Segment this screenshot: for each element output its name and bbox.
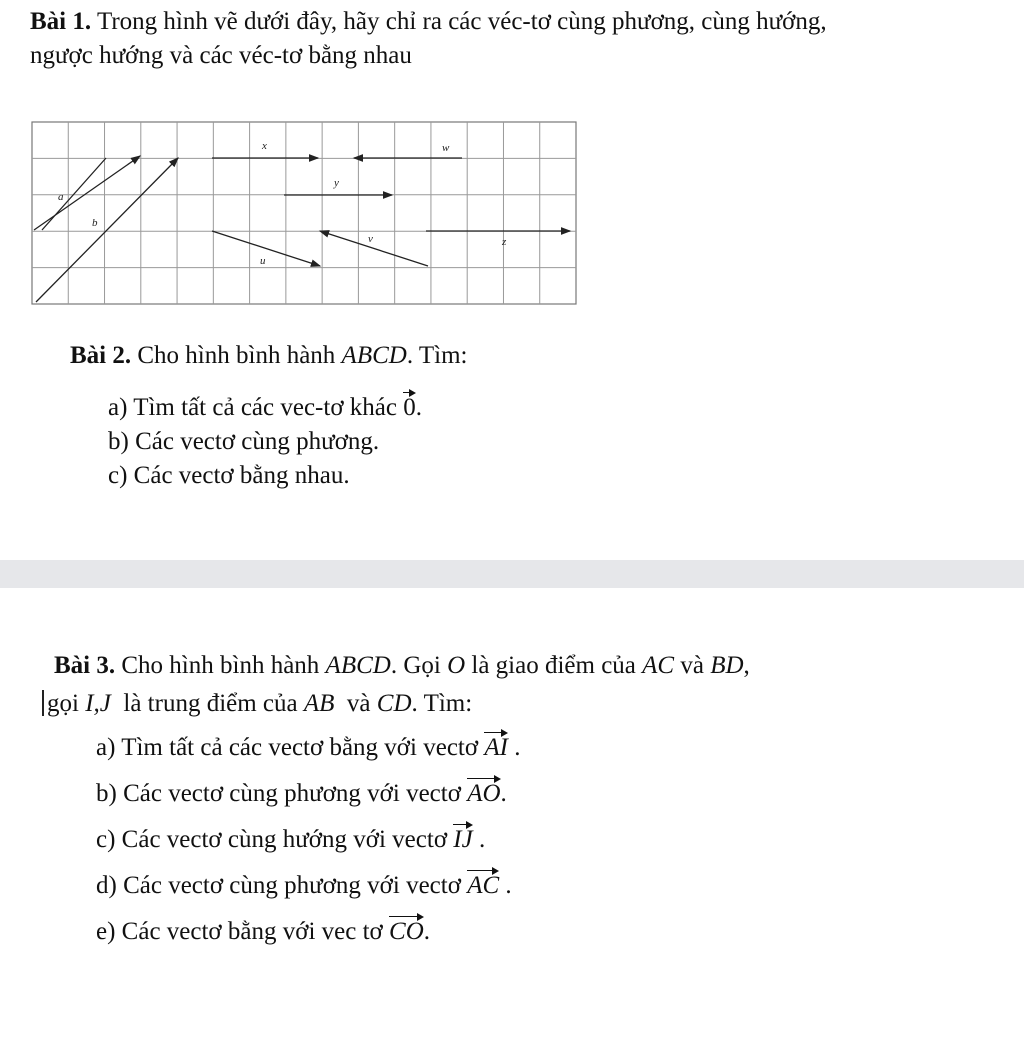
vector-ij-label: IJ xyxy=(453,826,473,853)
bai1-text-2: ngược hướng và các véc-tơ bằng nhau xyxy=(30,42,412,69)
vector-ai-label: AI xyxy=(484,734,508,761)
bai3-label: Bài 3. xyxy=(54,652,116,679)
bai2-a-text: a) Tìm tất cả các vec-tơ khác xyxy=(108,394,397,421)
vector-ac xyxy=(467,870,499,901)
label-z: z⃗ xyxy=(502,236,515,248)
bai2-item-b xyxy=(108,426,379,457)
page-separator xyxy=(0,560,1024,588)
text-cursor xyxy=(42,690,44,716)
bai3-b-end: . xyxy=(500,780,507,807)
bai3-ab: AB xyxy=(303,690,335,717)
vector-co xyxy=(389,916,424,947)
bai3-l2-b: là trung điểm của xyxy=(123,690,298,717)
bai3-e-end: . xyxy=(423,918,431,945)
bai1-line2 xyxy=(30,40,412,71)
bai3-item-c xyxy=(96,824,485,855)
bai1-line1 xyxy=(30,6,827,37)
bai3-d-end: . xyxy=(505,872,512,899)
bai3-item-e xyxy=(96,916,430,947)
bai3-line1 xyxy=(54,650,750,681)
bai1-text-1: Trong hình vẽ dưới đây, hãy chỉ ra các véc-tơ cùng phương, cùng hướng, xyxy=(96,8,827,35)
bai3-a-end: . xyxy=(514,734,521,761)
bai3-ac: AC xyxy=(642,652,675,679)
bai3-a-text: a) Tìm tất cả các vectơ bằng với vectơ xyxy=(96,734,479,761)
bai1-label: Bài 1. xyxy=(30,8,92,35)
vector-ao-label: AO xyxy=(467,780,501,807)
bai3-l1-e: , xyxy=(743,652,750,679)
label-u: u⃗ xyxy=(260,255,275,267)
bai3-item-a xyxy=(96,732,520,763)
bai3-l2-d: . Tìm: xyxy=(411,690,473,717)
bai3-item-d xyxy=(96,870,512,901)
vector-ac-label: AC xyxy=(467,872,500,899)
bai2-shape: ABCD xyxy=(341,342,407,369)
bai3-b-text: b) Các vectơ cùng phương với vectơ xyxy=(96,780,461,807)
bai3-ij: I,J xyxy=(85,690,111,717)
vector-ao xyxy=(467,778,500,809)
bai2-title xyxy=(70,340,468,371)
bai3-point-o: O xyxy=(447,652,466,679)
bai2-title-end: . Tìm: xyxy=(406,342,468,369)
grid-frame xyxy=(32,122,576,304)
bai2-b-text: b) Các vectơ cùng phương. xyxy=(108,428,380,455)
label-b: b⃗ xyxy=(92,217,107,229)
page-2 xyxy=(0,588,1024,1049)
label-y: y⃗ xyxy=(334,177,348,189)
bai3-l1-d: và xyxy=(680,652,704,679)
label-w: w⃗ xyxy=(442,142,458,154)
bai3-l1-c: là giao điểm của xyxy=(471,652,636,679)
label-v: v⃗ xyxy=(368,233,382,245)
zero-vector xyxy=(403,392,416,423)
bai3-l2-a: gọi xyxy=(47,690,79,717)
bai3-c-end: . xyxy=(478,826,486,853)
bai2-item-a xyxy=(108,392,422,423)
vector-grid-figure xyxy=(28,118,580,308)
bai3-bd: BD xyxy=(710,652,744,679)
bai3-item-b xyxy=(96,778,507,809)
bai2-item-c xyxy=(108,460,350,491)
bai3-l2-c: và xyxy=(346,690,371,717)
bai3-e-text: e) Các vectơ bằng với vec tơ xyxy=(96,918,383,945)
bai2-title-text: Cho hình bình hành xyxy=(137,342,336,369)
bai3-l1-b: . Gọi xyxy=(390,652,441,679)
bai3-line2 xyxy=(42,688,472,719)
bai3-c-text: c) Các vectơ cùng hướng với vectơ xyxy=(96,826,448,853)
vector-ai xyxy=(484,732,508,763)
bai3-l1-a: Cho hình bình hành xyxy=(121,652,320,679)
zero-vector-label: 0 xyxy=(403,394,416,421)
vector-grid-svg xyxy=(28,118,580,308)
bai2-c-text: c) Các vectơ bằng nhau. xyxy=(108,462,350,489)
bai3-cd: CD xyxy=(376,690,412,717)
vector-co-label: CO xyxy=(389,918,424,945)
vector-ij xyxy=(453,824,472,855)
label-a: a⃗ xyxy=(58,191,73,203)
bai3-d-text: d) Các vectơ cùng phương với vectơ xyxy=(96,872,461,899)
bai3-shape: ABCD xyxy=(325,652,391,679)
bai2-label: Bài 2. xyxy=(70,342,132,369)
label-x: x⃗ xyxy=(262,140,276,152)
bai2-a-end: . xyxy=(415,394,422,421)
